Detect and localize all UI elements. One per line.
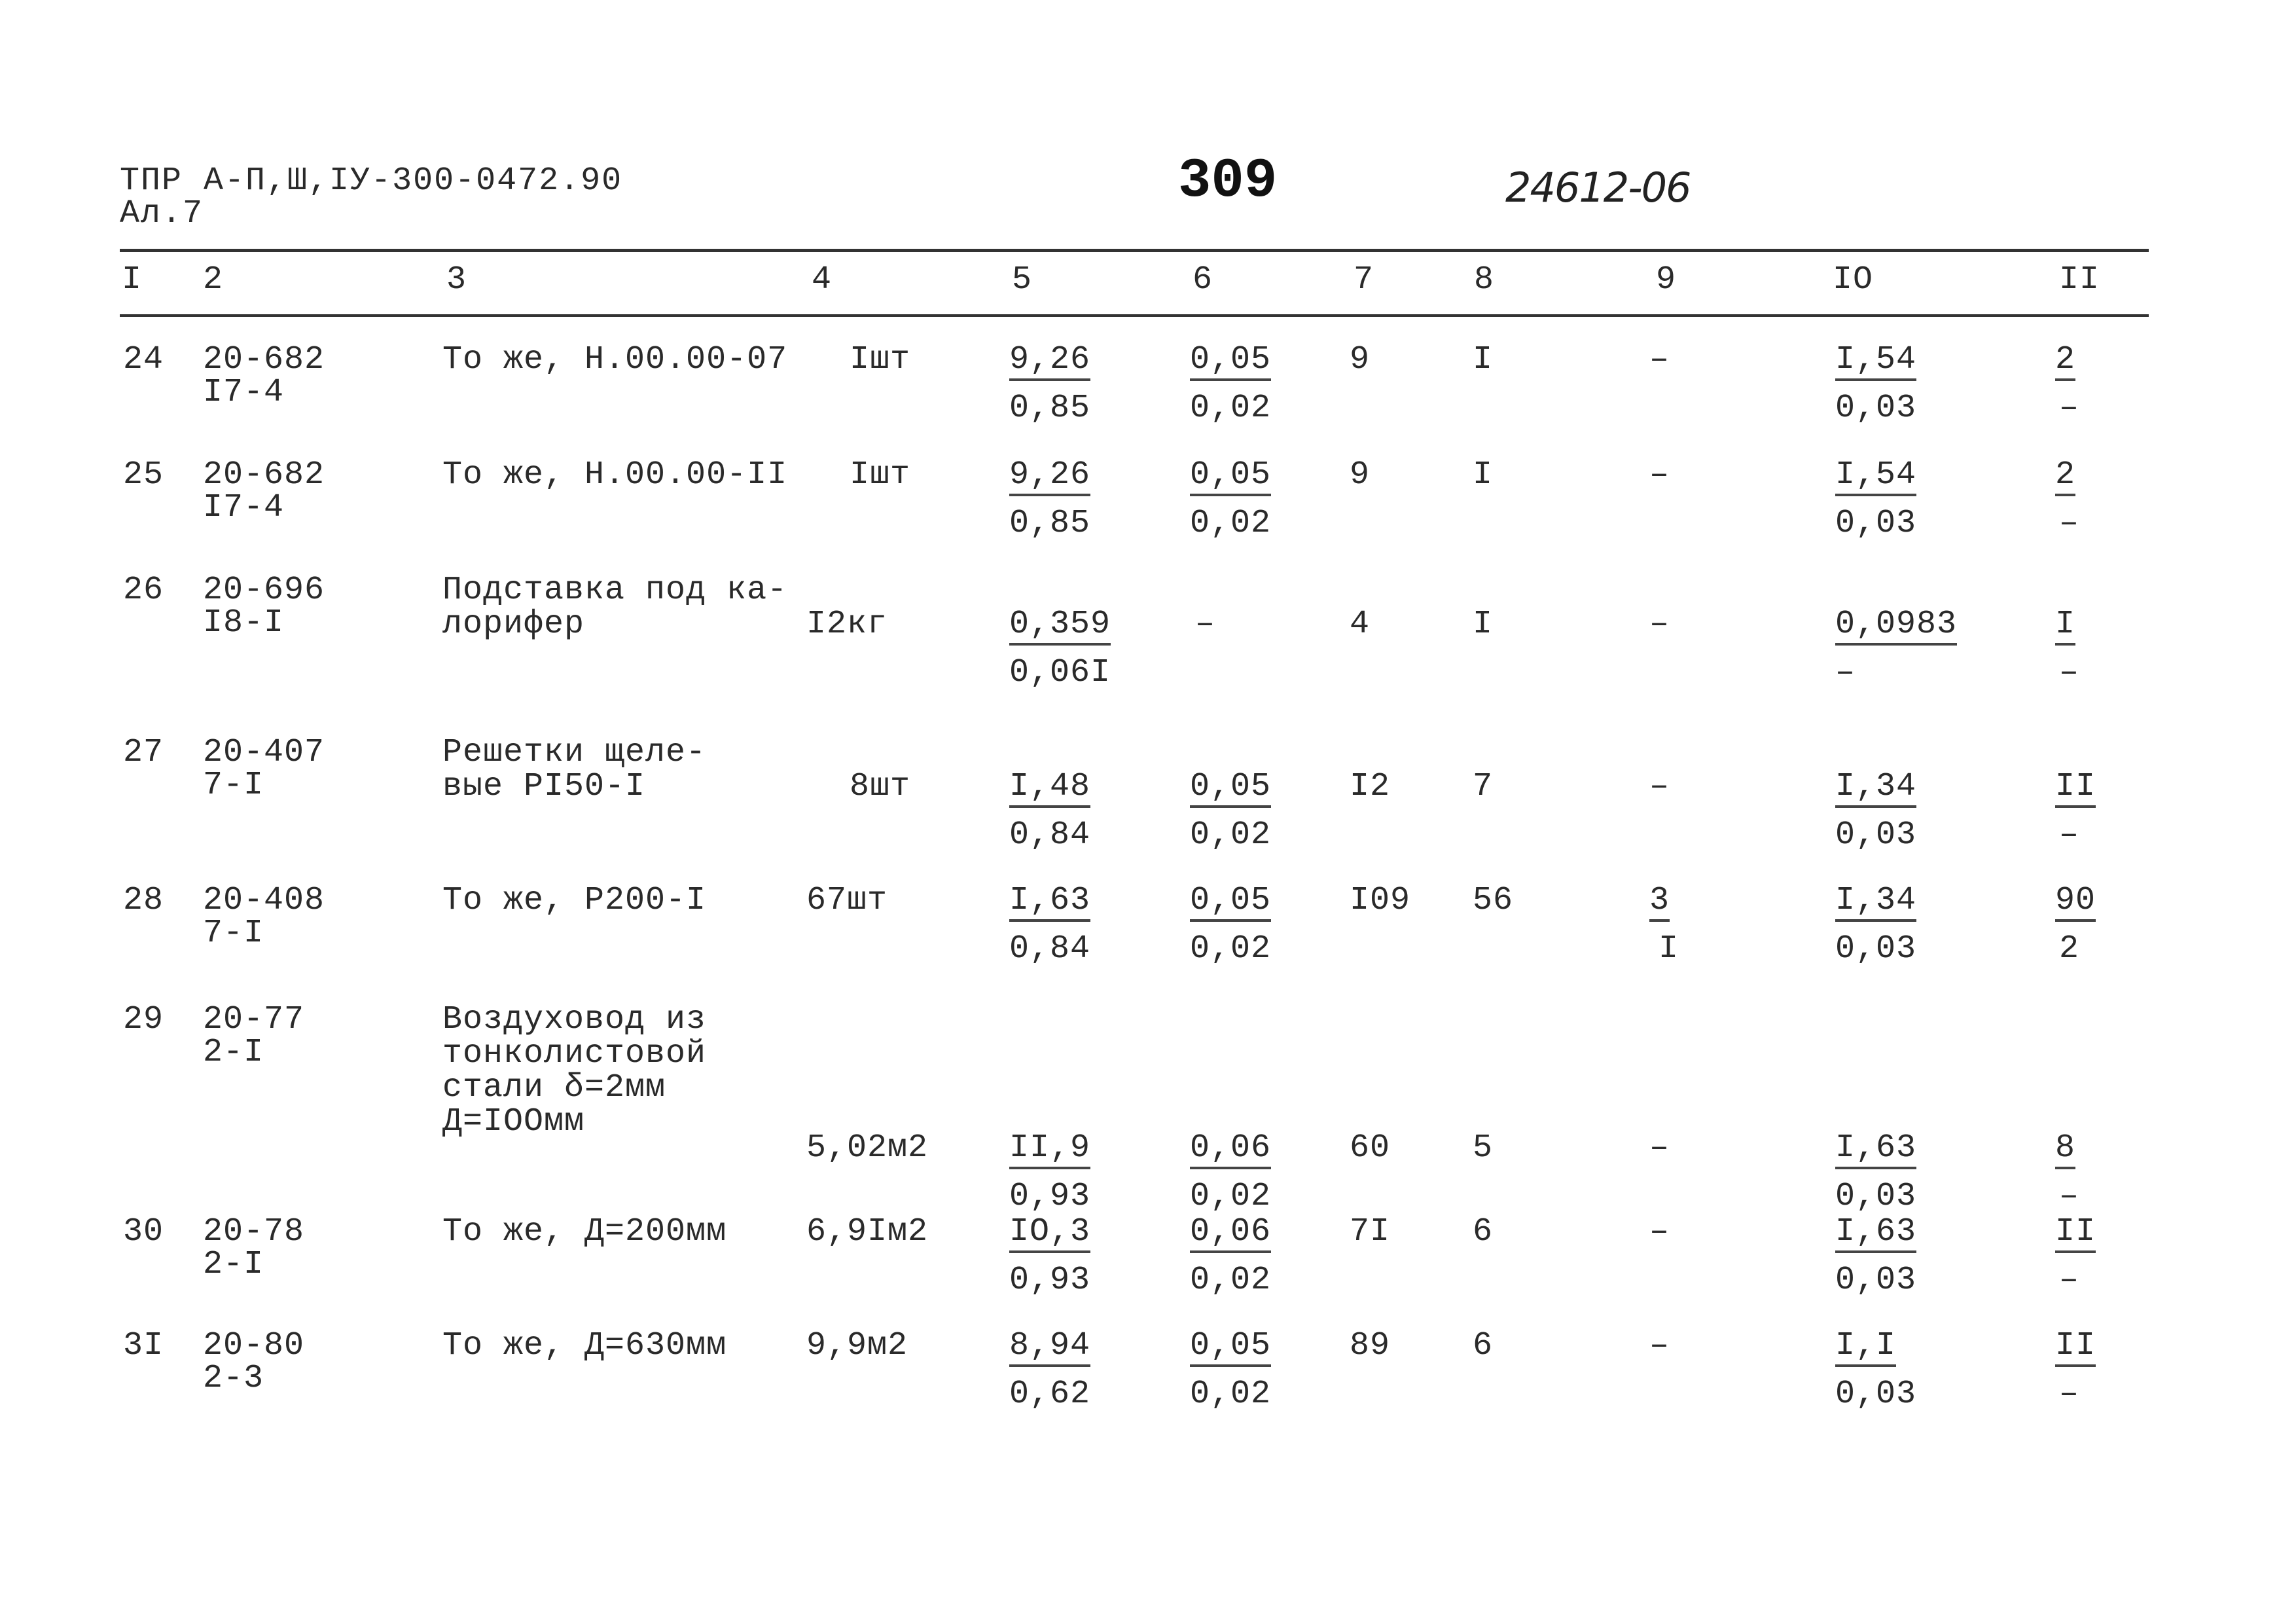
col11-top: 2 (2055, 458, 2075, 496)
col9-top: – (1649, 768, 1670, 805)
col9-top: – (1649, 1327, 1670, 1364)
col7-value: 9 (1350, 341, 1371, 378)
row-number: 3I (123, 1327, 164, 1364)
col8-value: 6 (1473, 1327, 1494, 1364)
col10-bottom: 0,03 (1835, 390, 1917, 427)
col11-top: 90 (2055, 884, 2096, 922)
norm-code-sub: 2-I (203, 1034, 264, 1071)
row-number: 24 (123, 341, 164, 378)
col8-value: 5 (1473, 1129, 1494, 1167)
col6-top: 0,06 (1190, 1131, 1271, 1169)
col10-top: I,54 (1835, 343, 1916, 381)
col5-bottom: 0,85 (1009, 505, 1091, 542)
col11-top: 2 (2055, 343, 2075, 381)
col8-value: 7 (1473, 768, 1494, 805)
col8-value: I (1473, 456, 1494, 494)
col5-top: I,48 (1009, 770, 1090, 808)
col11-bottom: – (2059, 505, 2080, 542)
col8-value: I (1473, 606, 1494, 643)
norm-code: 20-682 (203, 341, 325, 378)
quantity: 67шт (806, 882, 888, 919)
item-description: стали δ=2мм (442, 1069, 666, 1106)
norm-code: 20-78 (203, 1213, 305, 1250)
top-rule (120, 249, 2149, 252)
col5-bottom: 0,84 (1009, 930, 1091, 968)
col8-value: 6 (1473, 1213, 1494, 1250)
col-heading-4: 4 (812, 261, 833, 299)
page-number: 309 (1178, 151, 1278, 213)
col5-top: II,9 (1009, 1131, 1090, 1169)
col11-bottom: – (2059, 1376, 2080, 1413)
col11-bottom: – (2059, 816, 2080, 854)
col-heading-11: II (2059, 261, 2100, 299)
col7-value: 9 (1350, 456, 1371, 494)
col7-value: I2 (1350, 768, 1391, 805)
col11-bottom: – (2059, 654, 2080, 691)
col8-value: I (1473, 341, 1494, 378)
col11-top: 8 (2055, 1131, 2075, 1169)
col10-bottom: – (1835, 654, 1856, 691)
col5-top: 9,26 (1009, 343, 1090, 381)
quantity: 6,9Iм2 (806, 1213, 929, 1250)
col9-top: – (1649, 606, 1670, 643)
col10-bottom: 0,03 (1835, 505, 1917, 542)
item-description: тонколистовой (442, 1035, 707, 1072)
col-heading-10: IO (1833, 261, 1874, 299)
header-bottom-rule (120, 314, 2149, 317)
row-number: 28 (123, 882, 164, 919)
quantity: Iшт (850, 456, 911, 494)
col10-top: I,54 (1835, 458, 1916, 496)
col6-bottom: 0,02 (1190, 816, 1272, 854)
quantity: I2кг (806, 606, 888, 643)
row-number: 30 (123, 1213, 164, 1250)
col10-top: I,63 (1835, 1131, 1916, 1169)
col10-top: I,I (1835, 1329, 1896, 1367)
quantity: 9,9м2 (806, 1327, 908, 1364)
norm-code: 20-77 (203, 1001, 305, 1038)
col-heading-3: 3 (446, 261, 467, 299)
col7-value: 60 (1350, 1129, 1391, 1167)
col-heading-9: 9 (1656, 261, 1677, 299)
row-number: 27 (123, 734, 164, 771)
item-description: То же, P200-I (442, 882, 707, 919)
norm-code-sub: 7-I (203, 915, 264, 952)
col6-bottom: 0,02 (1190, 1178, 1272, 1215)
col10-bottom: 0,03 (1835, 1376, 1917, 1413)
col-heading-7: 7 (1354, 261, 1374, 299)
col5-bottom: 0,93 (1009, 1178, 1091, 1215)
quantity: 5,02м2 (806, 1129, 929, 1167)
col6-bottom: 0,02 (1190, 505, 1272, 542)
col8-value: 56 (1473, 882, 1514, 919)
col5-top: 0,359 (1009, 608, 1111, 646)
item-description: То же, Н.00.00-07 (442, 341, 788, 378)
col6-top: 0,05 (1190, 343, 1271, 381)
col5-top: IO,3 (1009, 1215, 1090, 1253)
norm-code: 20-696 (203, 572, 325, 609)
item-description: То же, Н.00.00-II (442, 456, 788, 494)
norm-code: 20-682 (203, 456, 325, 494)
item-description: То же, Д=200мм (442, 1213, 727, 1250)
col10-bottom: 0,03 (1835, 930, 1917, 968)
document-code: ТПР А-П,Ш,IУ-300-0472.90 (120, 162, 623, 200)
col10-top: I,34 (1835, 770, 1916, 808)
col-heading-5: 5 (1012, 261, 1033, 299)
row-number: 26 (123, 572, 164, 609)
handwritten-code: 24612-06 (1505, 164, 1691, 211)
col11-bottom: 2 (2059, 930, 2080, 968)
col5-bottom: 0,93 (1009, 1262, 1091, 1299)
col11-top: II (2055, 1215, 2096, 1253)
item-description: вые PI50-I (442, 768, 646, 805)
quantity: 8шт (850, 768, 911, 805)
col-heading-8: 8 (1474, 261, 1495, 299)
row-number: 25 (123, 456, 164, 494)
item-description: Д=IOOмм (442, 1103, 585, 1140)
col11-bottom: – (2059, 1262, 2080, 1299)
col9-top: 3 (1649, 884, 1670, 922)
col6-top: 0,05 (1190, 770, 1271, 808)
col6-bottom: 0,02 (1190, 1376, 1272, 1413)
col11-top: II (2055, 770, 2096, 808)
col6-top: 0,06 (1190, 1215, 1271, 1253)
col7-value: 89 (1350, 1327, 1391, 1364)
norm-code-sub: 7-I (203, 767, 264, 804)
col5-bottom: 0,62 (1009, 1376, 1091, 1413)
norm-code-sub: I8-I (203, 604, 285, 642)
col7-value: I09 (1350, 882, 1411, 919)
norm-code: 20-80 (203, 1327, 305, 1364)
item-description: Решетки щеле- (442, 734, 707, 771)
col6-bottom: 0,02 (1190, 930, 1272, 968)
col9-top: – (1649, 1129, 1670, 1167)
col5-bottom: 0,06I (1009, 654, 1111, 691)
column-header-row (0, 263, 2296, 300)
norm-code-sub: 2-3 (203, 1360, 264, 1397)
col10-top: I,63 (1835, 1215, 1916, 1253)
col7-value: 7I (1350, 1213, 1391, 1250)
col6-top: 0,05 (1190, 1329, 1271, 1367)
col5-top: I,63 (1009, 884, 1090, 922)
col11-bottom: – (2059, 390, 2080, 427)
col11-top: I (2055, 608, 2075, 646)
norm-code-sub: I7-4 (203, 489, 285, 526)
quantity: Iшт (850, 341, 911, 378)
col5-bottom: 0,85 (1009, 390, 1091, 427)
col5-top: 9,26 (1009, 458, 1090, 496)
col6-bottom: 0,02 (1190, 1262, 1272, 1299)
col11-top: II (2055, 1329, 2096, 1367)
col10-bottom: 0,03 (1835, 816, 1917, 854)
col9-top: – (1649, 1213, 1670, 1250)
col11-bottom: – (2059, 1178, 2080, 1215)
col10-top: I,34 (1835, 884, 1916, 922)
item-description: Воздуховод из (442, 1001, 707, 1038)
norm-code-sub: I7-4 (203, 374, 285, 411)
album-label: Ал.7 (120, 195, 204, 232)
col9-top: – (1649, 456, 1670, 494)
col6-top: 0,05 (1190, 458, 1271, 496)
norm-code: 20-408 (203, 882, 325, 919)
item-description: лорифер (442, 606, 585, 643)
item-description: Подставка под ка- (442, 572, 788, 609)
col10-bottom: 0,03 (1835, 1262, 1917, 1299)
col9-top: – (1649, 341, 1670, 378)
col7-value: 4 (1350, 606, 1371, 643)
col9-bottom: I (1659, 930, 1679, 968)
norm-code-sub: 2-I (203, 1246, 264, 1283)
col6-top: – (1195, 606, 1216, 643)
col6-top: 0,05 (1190, 884, 1271, 922)
col5-top: 8,94 (1009, 1329, 1090, 1367)
col-heading-2: 2 (203, 261, 224, 299)
col-heading-1: I (122, 261, 143, 299)
item-description: То же, Д=630мм (442, 1327, 727, 1364)
norm-code: 20-407 (203, 734, 325, 771)
col-heading-6: 6 (1193, 261, 1213, 299)
col6-bottom: 0,02 (1190, 390, 1272, 427)
row-number: 29 (123, 1001, 164, 1038)
col10-top: 0,0983 (1835, 608, 1957, 646)
col10-bottom: 0,03 (1835, 1178, 1917, 1215)
col5-bottom: 0,84 (1009, 816, 1091, 854)
